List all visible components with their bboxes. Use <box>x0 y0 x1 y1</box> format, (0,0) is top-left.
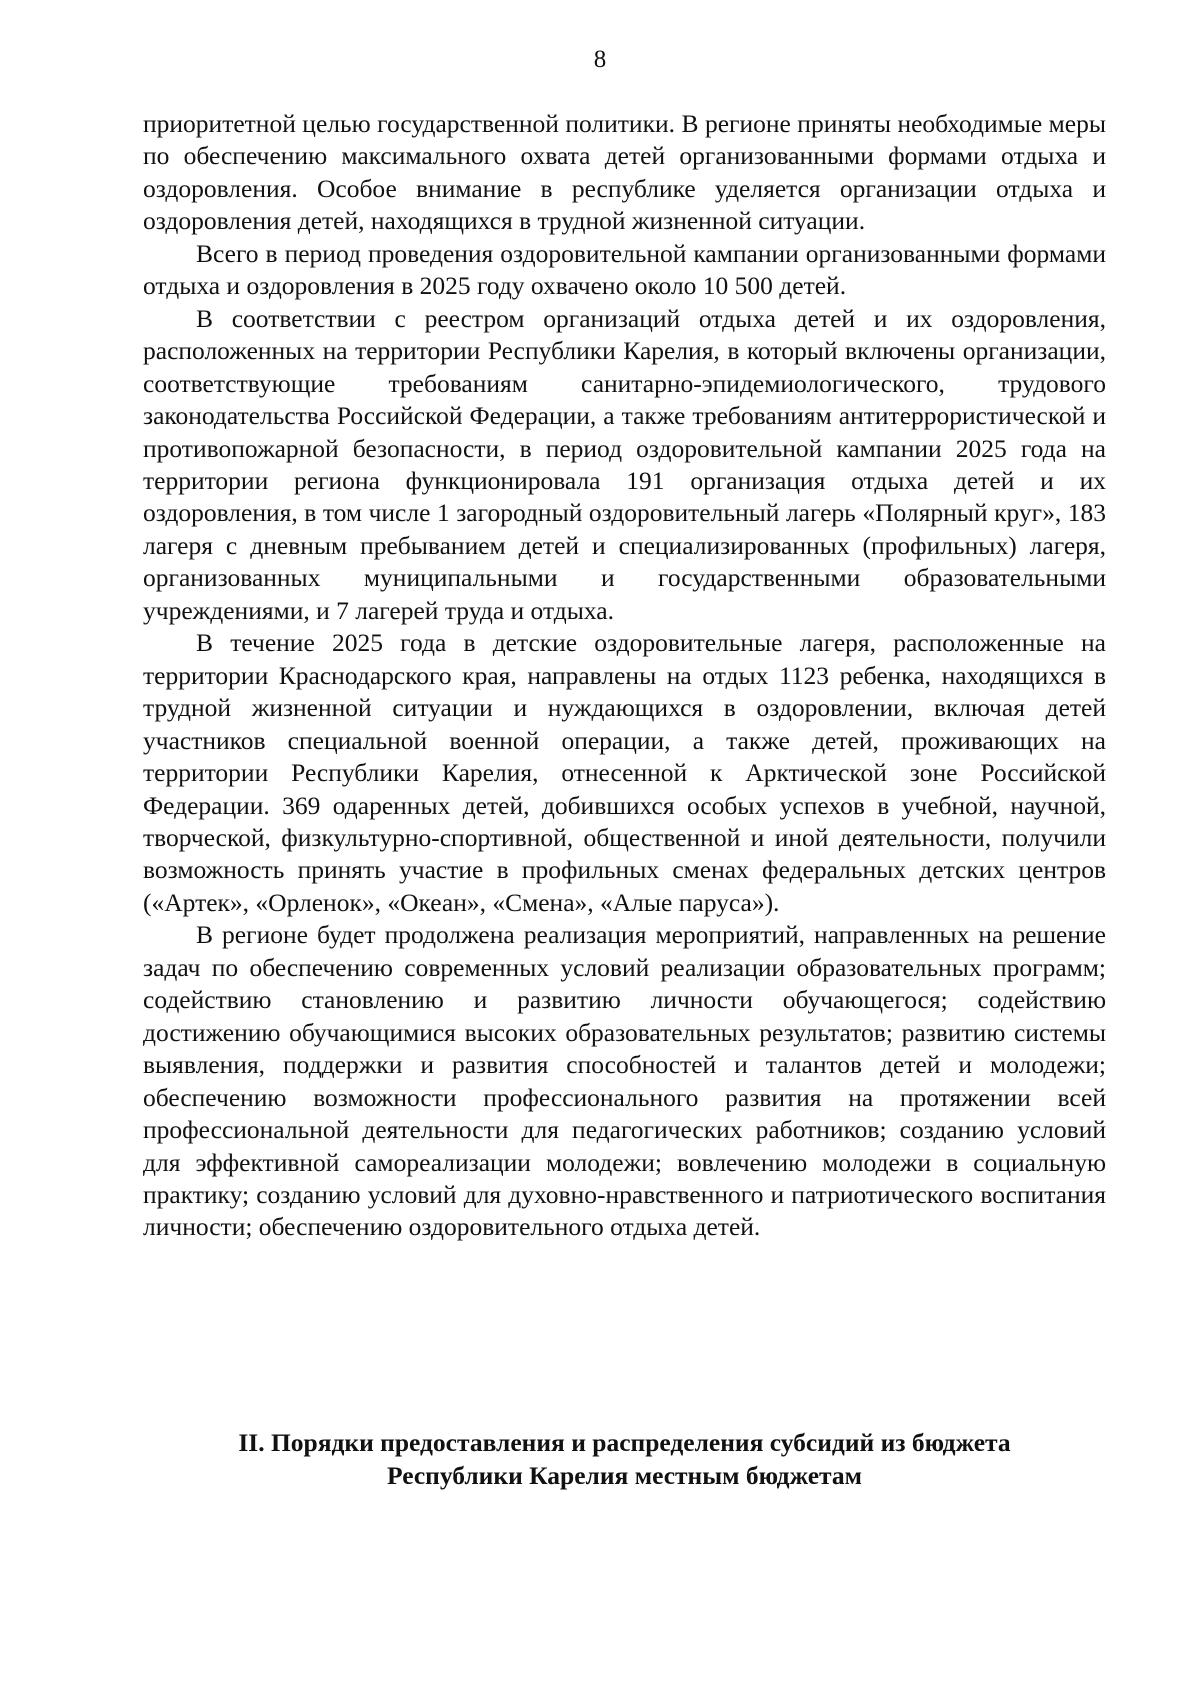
paragraph-coverage-total: Всего в период проведения оздоровительной кампании организованными формами отдыха и оздоровления в 2025 году охвачено около 10 500 детей. <box>143 238 1106 301</box>
section-heading <box>143 1426 1106 1492</box>
body-text <box>143 108 1106 1244</box>
section-heading-line-2: Республики Карелия местным бюджетам <box>386 1461 863 1490</box>
paragraph-planned-measures: В регионе будет продолжена реализация мероприятий, направленных на решение задач по обеспечению современных условий реализации образовательных программ; содействию становлению и развитию личности обучающегося; содействию достижению обучающимися высоких образовательных результатов; развитию системы выявления, поддержки и развития способностей и талантов детей и молодежи; обеспечению возможности профессионального развития на протяжении всей профессиональной деятельности для педагогических работников; созданию условий для эффективной самореализации молодежи; вовлечению молодежи в социальную практику; созданию условий для духовно-нравственного и патриотического воспитания личности; обеспечению оздоровительного отдыха детей. <box>143 920 1106 1242</box>
paragraph-continuation: приоритетной целью государственной политики. В регионе приняты необходимые меры по обеспечению максимального охвата детей организованными формами отдыха и оздоровления. Особое внимание в республике уделяется организации отдыха и оздоровления детей, находящихся в трудной жизненной ситуации. <box>143 109 1106 236</box>
paragraph-organizations-registry: В соответствии с реестром организаций отдыха детей и их оздоровления, расположенных на территории Республики Карелия, в который включены организации, соответствующие требованиям санитарно-эпидемиологического, трудового законодательства Российской Федерации, а также требованиям антитеррористической и противопожарной безопасности, в период оздоровительной кампании 2025 года на территории региона функционировала 191 организация отдыха детей и их оздоровления, в том числе 1 загородный оздоровительный лагерь «Полярный круг», 183 лагеря с дневным пребыванием детей и специализированных (профильных) лагеря, организованных муниципальными и государственными образовательными учреждениями, и 7 лагерей труда и отдыха. <box>143 303 1106 625</box>
page-number: 8 <box>593 46 607 73</box>
section-heading-line-1: II. Порядки предоставления и распределения субсидий из бюджета <box>238 1428 1011 1457</box>
paragraph-krasnodar-camps: В течение 2025 года в детские оздоровительные лагеря, расположенные на территории Краснодарского края, направлены на отдых 1123 ребенка, находящихся в трудной жизненной ситуации и нуждающихся в оздоровлении, включая детей участников специальной военной операции, а также детей, проживающих на территории Республики Карелия, отнесенной к Арктической зоне Российской Федерации. 369 одаренных детей, добившихся особых успехов в учебной, научной, творческой, физкультурно-спортивной, общественной и иной деятельности, получили возможность принять участие в профильных сменах федеральных детских центров («Артек», «Орленок», «Океан», «Смена», «Алые паруса»). <box>143 628 1106 917</box>
